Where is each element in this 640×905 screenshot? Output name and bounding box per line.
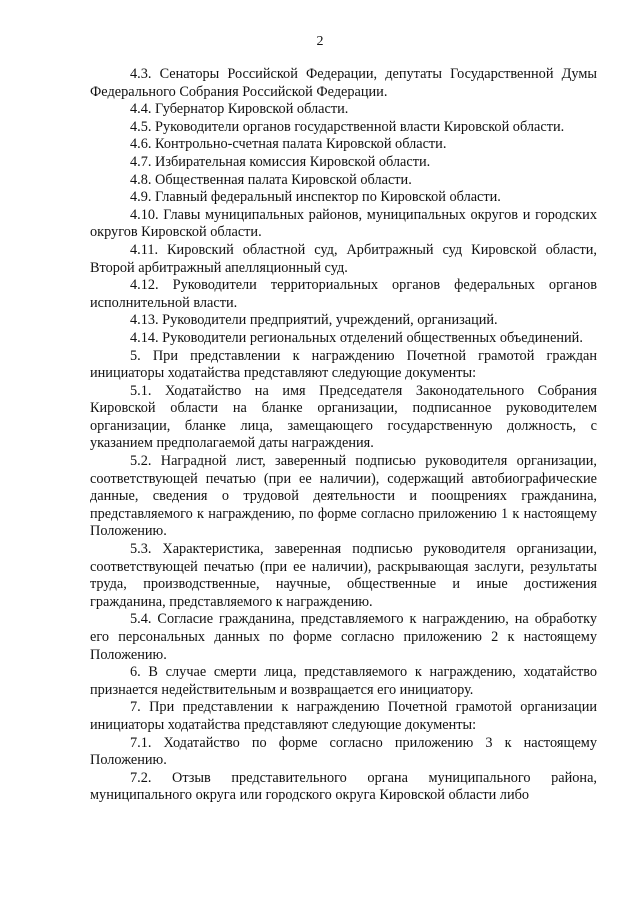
paragraph-4-10: 4.10. Главы муниципальных районов, муниципальных округов и городских округов Кировской области.	[90, 206, 597, 241]
paragraph-5-3: 5.3. Характеристика, заверенная подписью руководителя организации, соответствующей печатью (при ее наличии), раскрывающая заслуги, результаты труда, производственные, научные, общественные и иные достижения гражданина, представляемого к награждению.	[90, 541, 597, 610]
paragraph-5-4: 5.4. Согласие гражданина, представляемого к награждению, на обработку его персональных данных по форме согласно приложению 2 к настоящему Положению.	[90, 611, 597, 663]
paragraph-5-2: 5.2. Наградной лист, заверенный подписью руководителя организации, соответствующей печатью (при ее наличии), содержащий автобиографические данные, сведения о трудовой деятельности и поощрениях гражданина, представляемого к награждению, по форме согласно приложению 1 к настоящему Положению.	[90, 453, 597, 540]
paragraph-4-5: 4.5. Руководители органов государственной власти Кировской области.	[130, 118, 565, 135]
paragraph-4-3: 4.3. Сенаторы Российской Федерации, депутаты Государственной Думы Федерального Собрания Российской Федерации.	[90, 66, 597, 100]
paragraph-4-13: 4.13. Руководители предприятий, учреждений, организаций.	[130, 312, 498, 329]
paragraph-7: 7. При представлении к награждению Почетной грамотой организации инициаторы ходатайства представляют следующие документы:	[90, 699, 597, 733]
document-body	[90, 66, 597, 805]
paragraph-4-14: 4.14. Руководители региональных отделений общественных объединений.	[130, 329, 583, 346]
paragraph-5-1: 5.1. Ходатайство на имя Председателя Законодательного Собрания Кировской области на бланке организации, подписанное руководителем организации, бланке лица, замещающего государственную должность, с указанием предполагаемой даты награждения.	[90, 382, 597, 452]
paragraph-7-2: 7.2. Отзыв представительного органа муниципального района, муниципального округа или городского округа Кировской области либо	[90, 769, 597, 804]
paragraph-4-9: 4.9. Главный федеральный инспектор по Кировской области.	[130, 189, 501, 206]
paragraph-4-11: 4.11. Кировский областной суд, Арбитражный суд Кировской области, Второй арбитражный апелляционный суд.	[90, 241, 597, 276]
paragraph-4-4: 4.4. Губернатор Кировской области.	[130, 101, 349, 118]
paragraph-7-1: 7.1. Ходатайство по форме согласно приложению 3 к настоящему Положению.	[90, 734, 597, 769]
paragraph-6: 6. В случае смерти лица, представляемого к награждению, ходатайство признается недействительным и возвращается его инициатору.	[90, 664, 597, 698]
page-number: 2	[316, 34, 324, 49]
paragraph-4-8: 4.8. Общественная палата Кировской области.	[130, 171, 412, 188]
paragraph-4-6: 4.6. Контрольно-счетная палата Кировской области.	[130, 136, 447, 153]
paragraph-5: 5. При представлении к награждению Почетной грамотой граждан инициаторы ходатайства представляют следующие документы:	[90, 347, 597, 382]
paragraph-4-7: 4.7. Избирательная комиссия Кировской области.	[130, 153, 431, 170]
paragraph-4-12: 4.12. Руководители территориальных органов федеральных органов исполнительной власти.	[90, 277, 597, 311]
